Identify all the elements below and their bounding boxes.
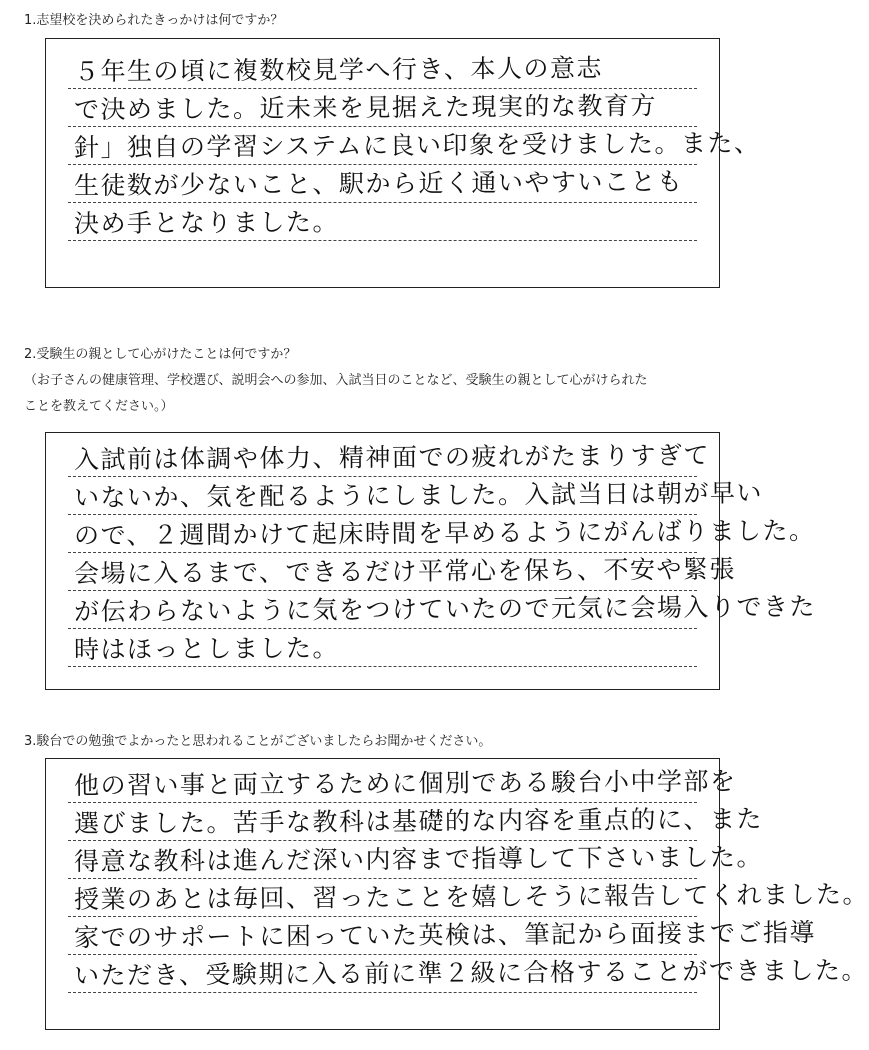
answer-3-line-6: いただき、受験期に入る前に準２級に合格することができました。 xyxy=(73,955,869,991)
answer-3-line-1: 他の習い事と両立するために個別である駿台小中学部を xyxy=(73,766,737,801)
answer-1-line-1: ５年生の頃に複数校見学へ行き、本人の意志 xyxy=(73,53,604,87)
answer-2-line-1: 入試前は体調や体力、精神面での疲れがたまりすぎて xyxy=(73,440,711,475)
question-2-note-line-1: （お子さんの健康管理、学校選び、説明会への参加、入試当日のことなど、受験生の親として心がけられた xyxy=(24,373,648,388)
answer-3-line-5: 家でのサポートに困っていた英検は、筆記から面接までご指導 xyxy=(73,917,817,953)
answer-1-line-2: で決めました。近未来を見据えた現実的な教育方 xyxy=(73,91,658,125)
answer-2-line-4: 会場に入るまで、できるだけ平常心を保ち、不安や緊張 xyxy=(73,554,737,589)
answer-2-line-3: ので、２週間かけて起床時間を早めるようにがんばりました。 xyxy=(73,515,816,551)
answer-2-line-6: 時はほっとしました。 xyxy=(73,633,340,665)
answer-1-line-4: 生徒数が少ないこと、駅から近く通いやすいことも xyxy=(73,166,684,201)
answer-2-line-2: いないか、気を配るようにしました。入試当日は朝が早い xyxy=(73,478,764,513)
answer-box-2 xyxy=(45,432,817,690)
answer-box-3 xyxy=(45,758,869,1030)
answer-3-line-4: 授業のあとは毎回、習ったことを嬉しそうに報告してくれました。 xyxy=(73,879,869,915)
question-1-label: 1.志望校を決められたきっかけは何ですか？ xyxy=(24,13,284,28)
answer-2-line-5: が伝わらないように気をつけていたので元気に会場入りできた xyxy=(73,591,817,627)
answer-3-line-3: 得意な教科は進んだ深い内容まで指導して下さいました。 xyxy=(73,842,764,877)
answer-box-1 xyxy=(45,38,761,288)
question-2-label: 2.受験生の親として心がけたことは何ですか？ xyxy=(24,347,297,362)
answer-1-line-5: 決め手となりました。 xyxy=(73,207,340,239)
answer-1-line-3: 針」独自の学習システムに良い印象を受けました。また、 xyxy=(73,128,761,163)
question-3-label: 3.駿台での勉強でよかったと思われることがございましたらお聞かせください。 xyxy=(24,734,492,749)
question-2-note-line-2: ことを教えてください。） xyxy=(24,399,174,414)
answer-3-line-2: 選びました。苦手な教科は基礎的な内容を重点的に、また xyxy=(73,804,764,839)
